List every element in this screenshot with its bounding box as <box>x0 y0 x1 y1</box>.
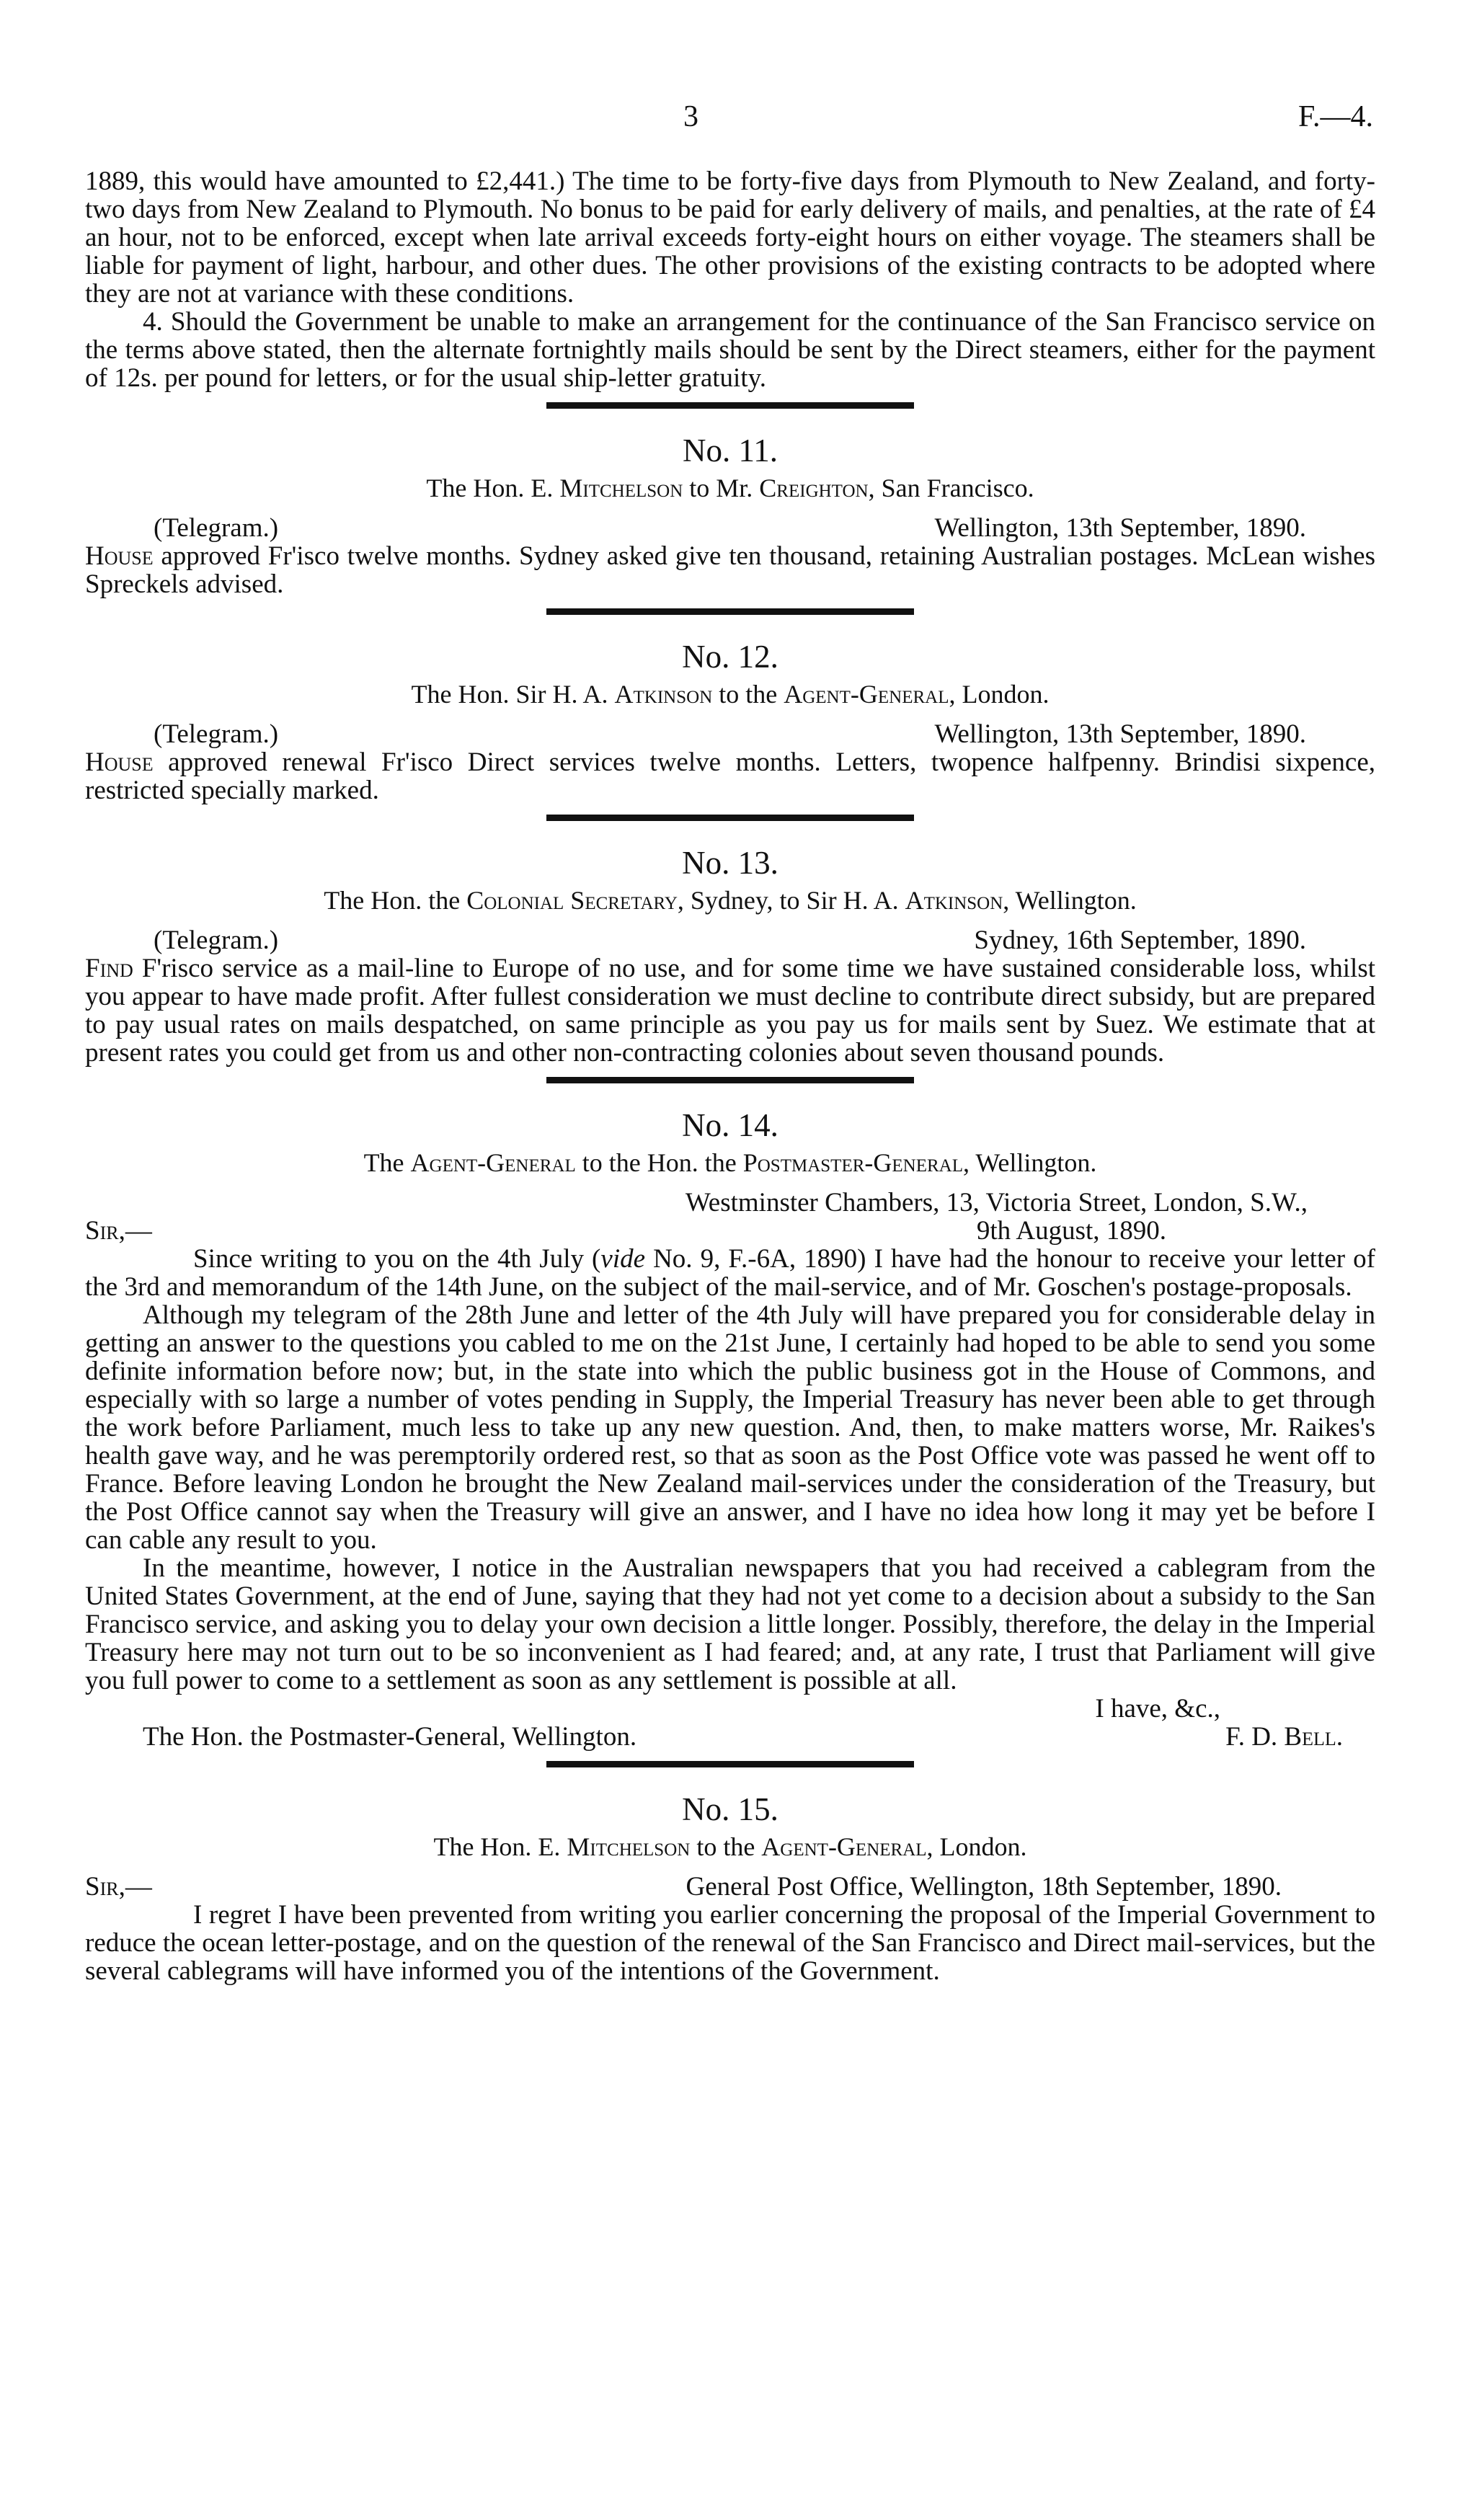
letter-paragraph-3: In the meantime, however, I notice in the Australian newspapers that you had received a cablegram from the United States Government, at the end of June, saying that they had not yet come to a decision about a subsidy to the San Francisco service, and asking you to delay your own decision a little longer. Possibly, therefore, the delay in the Imperial Treasury here may not turn out to be so inconvenient as I had feared; and, at any rate, I trust that Parliament will give you full power to come to a settlement as soon as any settlement is possible at all. <box>85 1553 1375 1695</box>
section-subtitle: The Agent-General to the Hon. the Postmaster-General, Wellington. <box>363 1148 1097 1177</box>
place-date: Wellington, 13th September, 1890. <box>934 513 1306 543</box>
page-number: 3 <box>683 100 698 133</box>
letter-paragraph-1: Since writing to you on the 4th July (vide No. 9, F.-6A, 1890) I have had the honour to receive your letter of the 3rd and memorandum of the 14th June, on the subject of the mail-service, and of Mr. Goschen's postage-proposals. <box>85 1244 1375 1302</box>
telegram-label: (Telegram.) <box>154 513 279 543</box>
signature: F. D. Bell. <box>1225 1722 1343 1752</box>
salutation: Sir,— <box>85 1216 152 1246</box>
section-subtitle: The Hon. E. Mitchelson to Mr. Creighton, San Francisco. <box>426 474 1034 502</box>
intro-paragraph-2: 4. Should the Government be unable to make an arrangement for the continuance of the San Francisco service on the terms above stated, then the alternate fortnightly mails should be sent by the Direct steamers, either for the payment of 12s. per pound for letters, or for the usual ship-letter gratuity. <box>85 307 1375 393</box>
telegram-text: Find F'risco service as a mail-line to Europe of no use, and for some time we have sustained considerable loss, whilst you appear to have made profit. After fullest consideration we must decline to contribute direct subsidy, but are prepared to pay usual rates on mails despatched, on same principle as you pay us for mails sent by Suez. We estimate that at present rates you could get from us and other non-contracting colonies about seven thousand pounds. <box>85 954 1375 1068</box>
section-title: No. 12. <box>682 639 778 675</box>
section-no-13 <box>85 841 1375 1067</box>
section-title: No. 11. <box>682 432 778 469</box>
section-divider <box>546 815 914 821</box>
letter-address: Westminster Chambers, 13, Victoria Street, London, S.W., <box>685 1188 1308 1217</box>
place-date: Wellington, 13th September, 1890. <box>934 719 1306 749</box>
section-title: No. 13. <box>682 845 778 881</box>
addressee: The Hon. the Postmaster-General, Wellington. <box>143 1722 637 1752</box>
closing: I have, &c., <box>1095 1694 1220 1723</box>
place-date: General Post Office, Wellington, 18th September, 1890. <box>686 1872 1282 1902</box>
section-no-14 <box>85 1104 1375 1751</box>
signature-row <box>85 1723 1375 1751</box>
section-subtitle: The Hon. E. Mitchelson to the Agent-General, London. <box>433 1832 1027 1861</box>
letter-date: 9th August, 1890. <box>976 1216 1166 1246</box>
telegram-text: House approved Fr'isco twelve months. Sydney asked give ten thousand, retaining Australian postages. McLean wishes Spreckels advised. <box>85 541 1375 599</box>
section-title: No. 14. <box>682 1107 778 1143</box>
letter-paragraph-2: Although my telegram of the 28th June and letter of the 4th July will have prepared you for considerable delay in getting an answer to the questions you cabled to me on the 21st June, I certainly had hoped to be able to send you some definite information before now; but, in the state into which the public business got in the House of Commons, and especially with so large a number of votes pending in Supply, the Imperial Treasury has never been able to get through the work before Parliament, much less to take up any new question. And, then, to make matters worse, Mr. Raikes's health gave way, and he was peremptorily ordered rest, so that as soon as the Post Office vote was passed he went off to France. Before leaving London he brought the New Zealand mail-services under the consideration of the Treasury, but the Post Office cannot say when the Treasury will give an answer, and I have no idea how long it may yet be before I can cable any result to you. <box>85 1300 1375 1555</box>
salutation-row <box>85 1217 1375 1245</box>
document-reference: F.—4. <box>1298 100 1373 133</box>
intro-paragraph-1: 1889, this would have amounted to £2,441.) The time to be forty-five days from Plymouth to New Zealand, and forty-two days from New Zealand to Plymouth. No bonus to be paid for early delivery of mails, and penalties, at the rate of £4 an hour, not to be enforced, except when late arrival exceeds forty-eight hours on either voyage. The steamers shall be liable for payment of light, harbour, and other dues. The other provisions of the existing contracts to be adopted where they are not at variance with these conditions. <box>85 167 1375 309</box>
document-body <box>85 167 1375 1985</box>
section-subtitle: The Hon. the Colonial Secretary, Sydney, to Sir H. A. Atkinson, Wellington. <box>324 886 1137 915</box>
section-divider <box>546 608 914 615</box>
section-divider <box>546 402 914 409</box>
section-no-15 <box>85 1788 1375 1985</box>
telegram-label: (Telegram.) <box>154 926 279 955</box>
section-title: No. 15. <box>682 1791 778 1827</box>
salutation-row <box>85 1873 1375 1901</box>
page-header <box>0 99 1464 143</box>
section-no-12 <box>85 635 1375 804</box>
section-no-11 <box>85 429 1375 598</box>
salutation: Sir,— <box>85 1872 152 1902</box>
letter-paragraph-1: I regret I have been prevented from writing you earlier concerning the proposal of the Imperial Government to reduce the ocean letter-postage, and on the question of the renewal of the San Francisco and Direct mail-services, but the several cablegrams will have informed you of the intentions of the Government. <box>85 1900 1376 1986</box>
place-date: Sydney, 16th September, 1890. <box>974 926 1306 955</box>
telegram-header <box>85 720 1375 748</box>
section-divider <box>546 1077 914 1083</box>
section-subtitle: The Hon. Sir H. A. Atkinson to the Agent-General, London. <box>411 680 1050 709</box>
telegram-header <box>85 926 1375 954</box>
section-divider <box>546 1761 914 1767</box>
telegram-header <box>85 514 1375 542</box>
telegram-label: (Telegram.) <box>154 719 279 749</box>
telegram-text: House approved renewal Fr'isco Direct services twelve months. Letters, twopence halfpenny. Brindisi sixpence, restricted specially marked. <box>85 747 1375 805</box>
